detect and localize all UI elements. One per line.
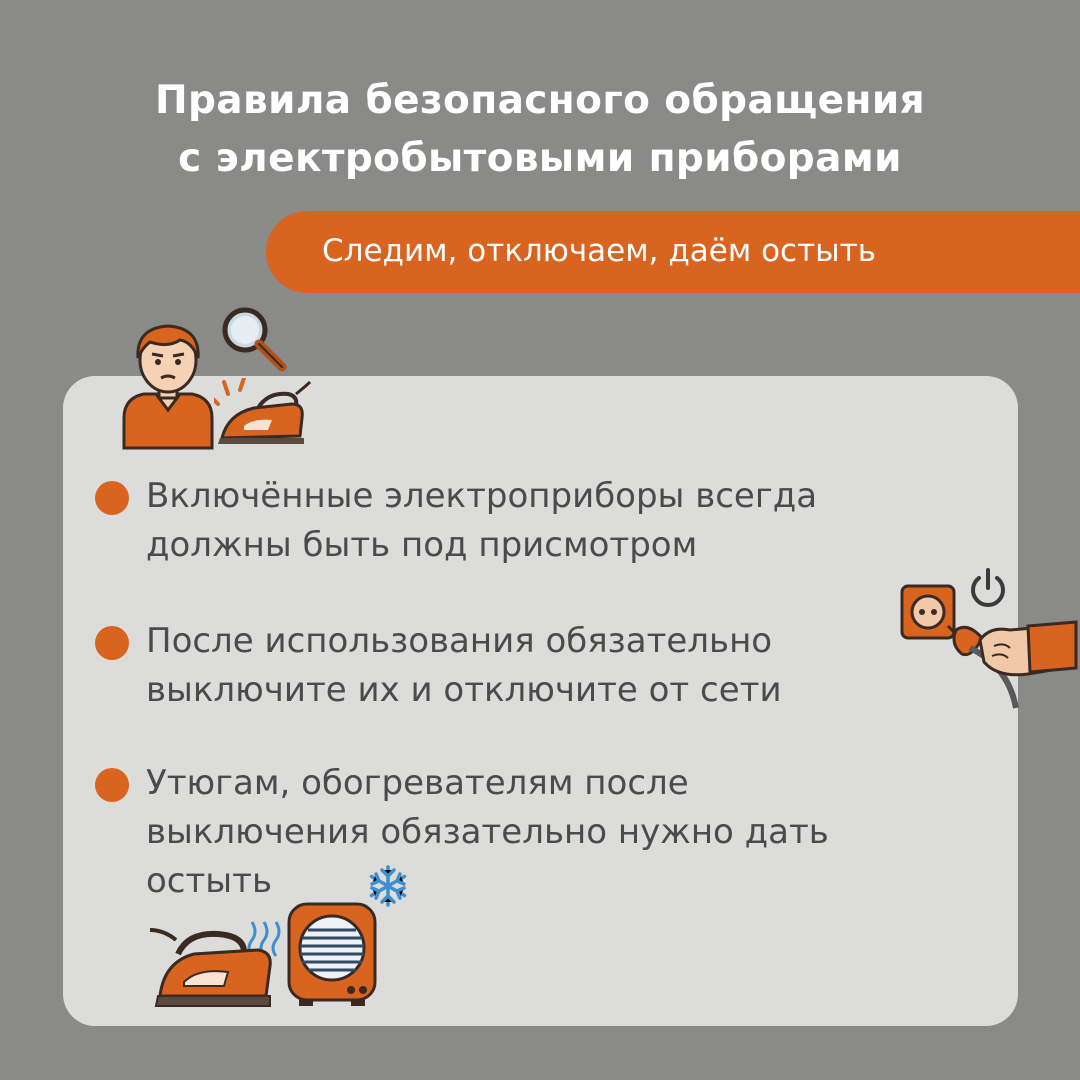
rule-text-2 — [146, 617, 956, 715]
person-icon — [118, 318, 218, 450]
rule-3-line-3: остыть — [146, 861, 272, 901]
title-line-1: Правила безопасного обращения — [154, 78, 926, 123]
rule-1-line-2: должны быть под присмотром — [146, 525, 698, 565]
page-title — [40, 72, 1040, 188]
bullet-icon — [95, 481, 129, 515]
rule-3-line-1: Утюгам, обогревателям после — [146, 763, 689, 803]
subtitle-banner-text: Следим, отключаем, даём остыть — [322, 233, 876, 269]
bullet-icon — [95, 626, 129, 660]
rule-3-line-2: выключения обязательно нужно дать — [146, 812, 829, 852]
rule-item-1 — [95, 475, 915, 585]
rule-2-line-1: После использования обязательно — [146, 621, 773, 661]
title-line-2: с электробытовыми приборами — [178, 136, 902, 181]
cooling-iron-icon — [148, 910, 290, 1014]
magnifier-icon — [218, 304, 290, 374]
socket-plug-hand-icon — [898, 582, 1080, 712]
rule-item-2 — [95, 621, 915, 731]
heater-icon — [285, 900, 379, 1008]
rule-text-1 — [146, 472, 956, 570]
rule-1-line-1: Включённые электроприборы всегда — [146, 476, 818, 516]
bullet-icon — [95, 768, 129, 802]
rule-item-3 — [95, 763, 915, 913]
hot-iron-icon — [214, 378, 314, 448]
rule-2-line-2: выключите их и отключите от сети — [146, 670, 782, 710]
rule-text-3 — [146, 759, 956, 906]
